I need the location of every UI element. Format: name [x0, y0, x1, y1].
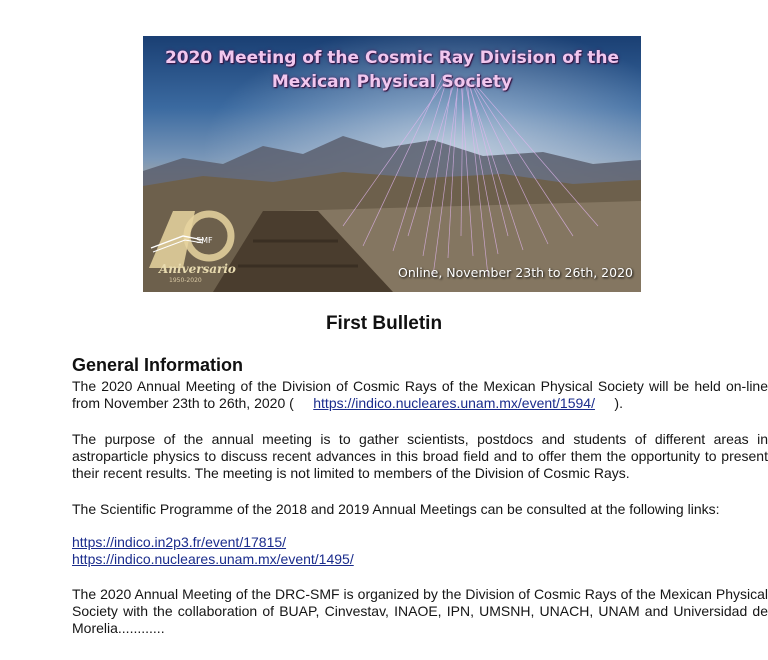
banner-title — [143, 46, 641, 94]
paragraph-meeting-dates — [72, 378, 768, 412]
paragraph-organizers: The 2020 Annual Meeting of the DRC-SMF is organized by the Division of Cosmic Rays of the Mexican Physical Society with the collaboration of BUAP, Cinvestav, INAOE, IPN, UMSNH, UNACH, UNAM and Universidad de Morelia............ — [72, 586, 768, 636]
logo-years-text: 1950-2020 — [169, 277, 202, 284]
banner-title-line-1: 2020 Meeting of the Cosmic Ray Division of the — [164, 48, 620, 68]
paragraph-text-end: ). — [614, 395, 623, 411]
event-link-2018[interactable]: https://indico.in2p3.fr/event/17815/ — [72, 534, 287, 550]
paragraph-text: The 2020 Annual Meeting of the Division of Cosmic Rays of the Mexican Physical Society will be held on-line from November 23th to 26th, 2020 ( — [72, 378, 768, 411]
programme-links — [72, 534, 354, 568]
logo-smf-text: SMF — [196, 236, 213, 245]
logo-anniversary-text: Aniversario — [159, 262, 236, 276]
banner-title-line-2: Mexican Physical Society — [271, 72, 513, 92]
section-heading: General Information — [72, 355, 244, 375]
banner-dates: Online, November 23th to 26th, 2020 — [398, 265, 633, 280]
event-link-2019[interactable]: https://indico.nucleares.unam.mx/event/1495/ — [72, 551, 354, 567]
paragraph-purpose: The purpose of the annual meeting is to gather scientists, postdocs and students of different areas in astroparticle physics to discuss recent advances in this broad field and to offer them the opportunity to present their recent results. The meeting is not limited to members of the Division of Cosmic Rays. — [72, 431, 768, 481]
page-title: First Bulletin — [325, 313, 443, 334]
event-link-2020[interactable]: https://indico.nucleares.unam.mx/event/1594/ — [313, 395, 595, 411]
paragraph-programme: The Scientific Programme of the 2018 and 2019 Annual Meetings can be consulted at the following links: — [72, 501, 720, 517]
event-banner — [143, 36, 641, 292]
